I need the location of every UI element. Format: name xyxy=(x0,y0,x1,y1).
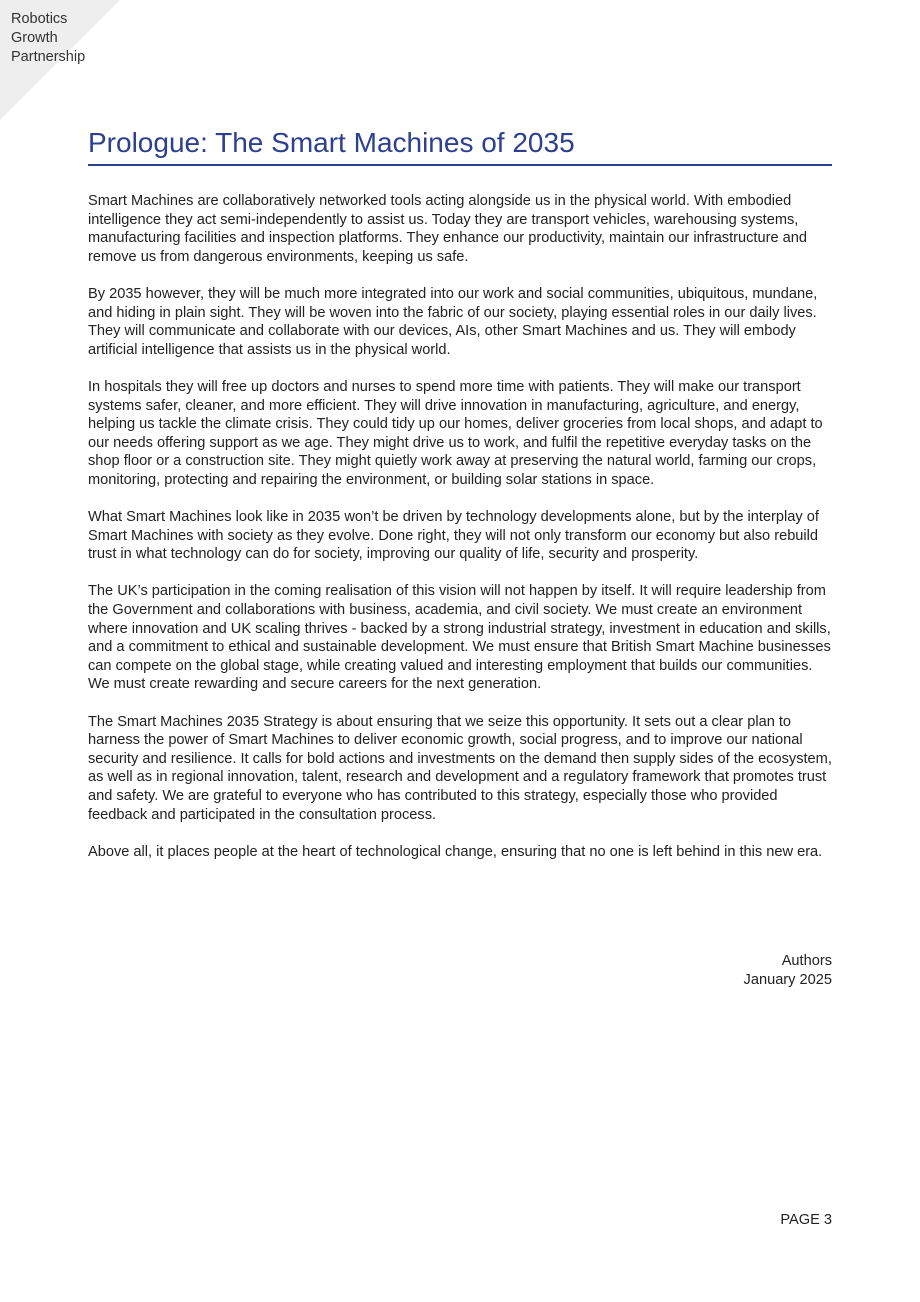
paragraph-6: The Smart Machines 2035 Strategy is about ensuring that we seize this opportunity. It sets out a clear plan to harness the power of Smart Machines to deliver economic growth, social progress, and to improve our national security and resilience. It calls for bold actions and investments on the demand then supply sides of the ecosystem, as well as in regional innovation, talent, research and development and a regulatory framework that promotes trust and safety. We are grateful to everyone who has contributed to this strategy, especially those who provided feedback and participated in the consultation process. xyxy=(88,713,832,823)
paragraph-5: The UK’s participation in the coming realisation of this vision will not happen by itself. It will require leadership from the Government and collaborations with business, academia, and civil society. We must create an environment where innovation and UK scaling thrives - backed by a strong industrial strategy, investment in education and skills, and a commitment to ethical and sustainable development. We must ensure that British Smart Machine businesses can compete on the global stage, while creating valued and interesting employment that builds our communities. We must create rewarding and secure careers for the next generation. xyxy=(88,583,831,693)
paragraph-1: Smart Machines are collaboratively networked tools acting alongside us in the physical world. With embodied intelligence they act semi-independently to assist us. Today they are transport vehicles, warehousing systems, manufacturing facilities and inspection platforms. They enhance our productivity, maintain our infrastructure and remove us from dangerous environments, keeping us safe. xyxy=(88,193,807,265)
paragraph-7: Above all, it places people at the heart of technological change, ensuring that no one is left behind in this new era. xyxy=(88,843,823,860)
organization-name-line-3: Partnership xyxy=(11,49,86,65)
page-number: PAGE 3 xyxy=(780,1212,832,1228)
page-title: Prologue: The Smart Machines of 2035 xyxy=(88,126,832,166)
organization-name xyxy=(11,10,85,67)
paragraph-3: In hospitals they will free up doctors and nurses to spend more time with patients. They will make our transport systems safer, cleaner, and more efficient. They will drive innovation in manufacturing, agriculture, and energy, helping us tackle the climate crisis. They could tidy up our homes, deliver groceries from local shops, and adapt to our needs offering support as we age. They might drive us to work, and fulfil the repetitive everyday tasks on the shop floor or a construction site. They might quietly work away at preserving the natural world, farming our crops, monitoring, protecting and repairing the environment, or building solar stations in space. xyxy=(88,378,823,488)
signature-date: January 2025 xyxy=(743,971,832,988)
paragraph-2: By 2035 however, they will be much more integrated into our work and social communities, ubiquitous, mundane, and hiding in plain sight. They will be woven into the fabric of our society, playing essential roles in our daily lives. They will communicate and collaborate with our devices, AIs, other Smart Machines and us. They will embody artificial intelligence that assists us in the physical world. xyxy=(88,285,818,358)
prologue-body xyxy=(88,192,832,880)
signature-author: Authors xyxy=(781,953,832,969)
organization-name-line-1: Robotics xyxy=(11,11,68,27)
signature-block xyxy=(744,952,832,989)
organization-name-line-2: Growth xyxy=(11,30,58,46)
paragraph-4: What Smart Machines look like in 2035 won’t be driven by technology developments alone, but by the interplay of Smart Machines with society as they evolve. Done right, they will not only transform our economy but also rebuild trust in what technology can do for society, improving our quality of life, security and prosperity. xyxy=(88,509,819,563)
